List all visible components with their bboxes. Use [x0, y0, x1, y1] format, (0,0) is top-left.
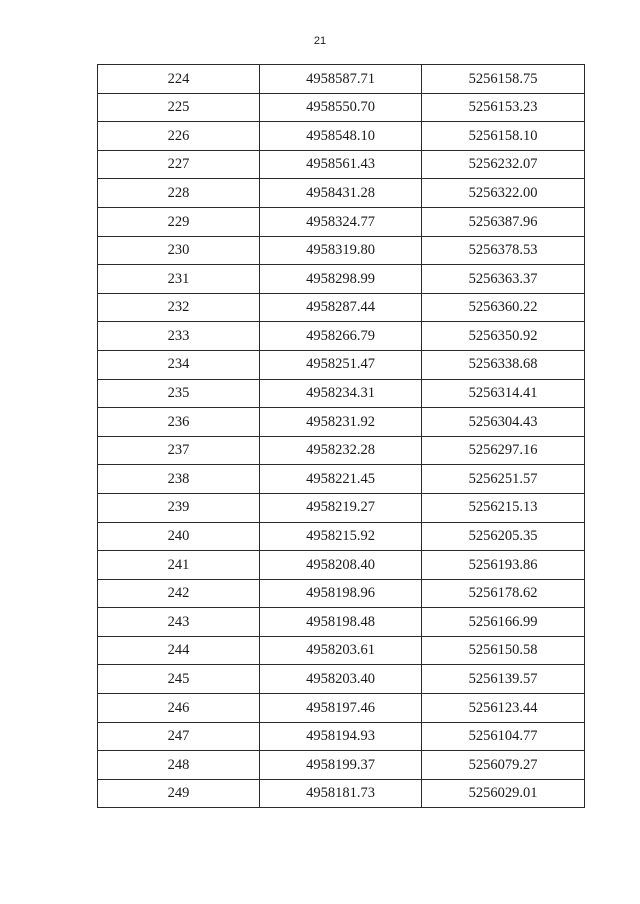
x-coordinate-cell: 4958219.27 [260, 493, 422, 522]
x-coordinate-cell: 4958548.10 [260, 122, 422, 151]
point-number-cell: 224 [98, 65, 260, 94]
y-coordinate-cell: 5256104.77 [422, 722, 585, 751]
point-number-cell: 248 [98, 751, 260, 780]
point-number-cell: 242 [98, 579, 260, 608]
y-coordinate-cell: 5256079.27 [422, 751, 585, 780]
point-number-cell: 230 [98, 236, 260, 265]
y-coordinate-cell: 5256158.75 [422, 65, 585, 94]
table-row [98, 751, 585, 780]
y-coordinate-cell: 5256387.96 [422, 207, 585, 236]
y-coordinate-cell: 5256338.68 [422, 350, 585, 379]
table-row [98, 93, 585, 122]
point-number-cell: 247 [98, 722, 260, 751]
x-coordinate-cell: 4958251.47 [260, 350, 422, 379]
table-row [98, 551, 585, 580]
point-number-cell: 249 [98, 779, 260, 808]
y-coordinate-cell: 5256029.01 [422, 779, 585, 808]
table-row [98, 636, 585, 665]
y-coordinate-cell: 5256360.22 [422, 293, 585, 322]
table-row [98, 408, 585, 437]
table-row [98, 493, 585, 522]
point-number-cell: 244 [98, 636, 260, 665]
y-coordinate-cell: 5256150.58 [422, 636, 585, 665]
y-coordinate-cell: 5256297.16 [422, 436, 585, 465]
point-number-cell: 229 [98, 207, 260, 236]
page-number: 21 [313, 35, 327, 47]
point-number-cell: 236 [98, 408, 260, 437]
x-coordinate-cell: 4958215.92 [260, 522, 422, 551]
x-coordinate-cell: 4958203.61 [260, 636, 422, 665]
x-coordinate-cell: 4958199.37 [260, 751, 422, 780]
table-row [98, 322, 585, 351]
point-number-cell: 226 [98, 122, 260, 151]
y-coordinate-cell: 5256178.62 [422, 579, 585, 608]
y-coordinate-cell: 5256322.00 [422, 179, 585, 208]
point-number-cell: 240 [98, 522, 260, 551]
y-coordinate-cell: 5256378.53 [422, 236, 585, 265]
table-row [98, 122, 585, 151]
table-row [98, 665, 585, 694]
table-row [98, 608, 585, 637]
x-coordinate-cell: 4958234.31 [260, 379, 422, 408]
table-row [98, 522, 585, 551]
table-row [98, 379, 585, 408]
y-coordinate-cell: 5256205.35 [422, 522, 585, 551]
x-coordinate-cell: 4958194.93 [260, 722, 422, 751]
y-coordinate-cell: 5256166.99 [422, 608, 585, 637]
point-number-cell: 228 [98, 179, 260, 208]
point-number-cell: 227 [98, 150, 260, 179]
y-coordinate-cell: 5256251.57 [422, 465, 585, 494]
point-number-cell: 241 [98, 551, 260, 580]
table-row [98, 722, 585, 751]
table-row [98, 179, 585, 208]
point-number-cell: 232 [98, 293, 260, 322]
point-number-cell: 237 [98, 436, 260, 465]
x-coordinate-cell: 4958208.40 [260, 551, 422, 580]
point-number-cell: 245 [98, 665, 260, 694]
y-coordinate-cell: 5256350.92 [422, 322, 585, 351]
point-number-cell: 233 [98, 322, 260, 351]
y-coordinate-cell: 5256139.57 [422, 665, 585, 694]
y-coordinate-cell: 5256363.37 [422, 265, 585, 294]
table-row [98, 207, 585, 236]
table-row [98, 293, 585, 322]
table-row [98, 350, 585, 379]
y-coordinate-cell: 5256232.07 [422, 150, 585, 179]
point-number-cell: 238 [98, 465, 260, 494]
point-number-cell: 243 [98, 608, 260, 637]
point-number-cell: 234 [98, 350, 260, 379]
x-coordinate-cell: 4958298.99 [260, 265, 422, 294]
x-coordinate-cell: 4958561.43 [260, 150, 422, 179]
coordinates-table-body [98, 65, 585, 808]
y-coordinate-cell: 5256215.13 [422, 493, 585, 522]
y-coordinate-cell: 5256158.10 [422, 122, 585, 151]
x-coordinate-cell: 4958287.44 [260, 293, 422, 322]
x-coordinate-cell: 4958587.71 [260, 65, 422, 94]
table-row [98, 579, 585, 608]
point-number-cell: 225 [98, 93, 260, 122]
point-number-cell: 231 [98, 265, 260, 294]
point-number-cell: 246 [98, 694, 260, 723]
x-coordinate-cell: 4958324.77 [260, 207, 422, 236]
y-coordinate-cell: 5256153.23 [422, 93, 585, 122]
x-coordinate-cell: 4958181.73 [260, 779, 422, 808]
x-coordinate-cell: 4958203.40 [260, 665, 422, 694]
x-coordinate-cell: 4958550.70 [260, 93, 422, 122]
table-row [98, 236, 585, 265]
x-coordinate-cell: 4958431.28 [260, 179, 422, 208]
table-row [98, 779, 585, 808]
x-coordinate-cell: 4958221.45 [260, 465, 422, 494]
table-row [98, 694, 585, 723]
x-coordinate-cell: 4958266.79 [260, 322, 422, 351]
y-coordinate-cell: 5256304.43 [422, 408, 585, 437]
y-coordinate-cell: 5256193.86 [422, 551, 585, 580]
y-coordinate-cell: 5256123.44 [422, 694, 585, 723]
x-coordinate-cell: 4958197.46 [260, 694, 422, 723]
table-row [98, 150, 585, 179]
table-row [98, 436, 585, 465]
x-coordinate-cell: 4958232.28 [260, 436, 422, 465]
table-row [98, 465, 585, 494]
point-number-cell: 235 [98, 379, 260, 408]
x-coordinate-cell: 4958198.96 [260, 579, 422, 608]
x-coordinate-cell: 4958319.80 [260, 236, 422, 265]
point-number-cell: 239 [98, 493, 260, 522]
coordinates-table [97, 64, 585, 808]
table-row [98, 265, 585, 294]
y-coordinate-cell: 5256314.41 [422, 379, 585, 408]
table-row [98, 65, 585, 94]
x-coordinate-cell: 4958198.48 [260, 608, 422, 637]
x-coordinate-cell: 4958231.92 [260, 408, 422, 437]
